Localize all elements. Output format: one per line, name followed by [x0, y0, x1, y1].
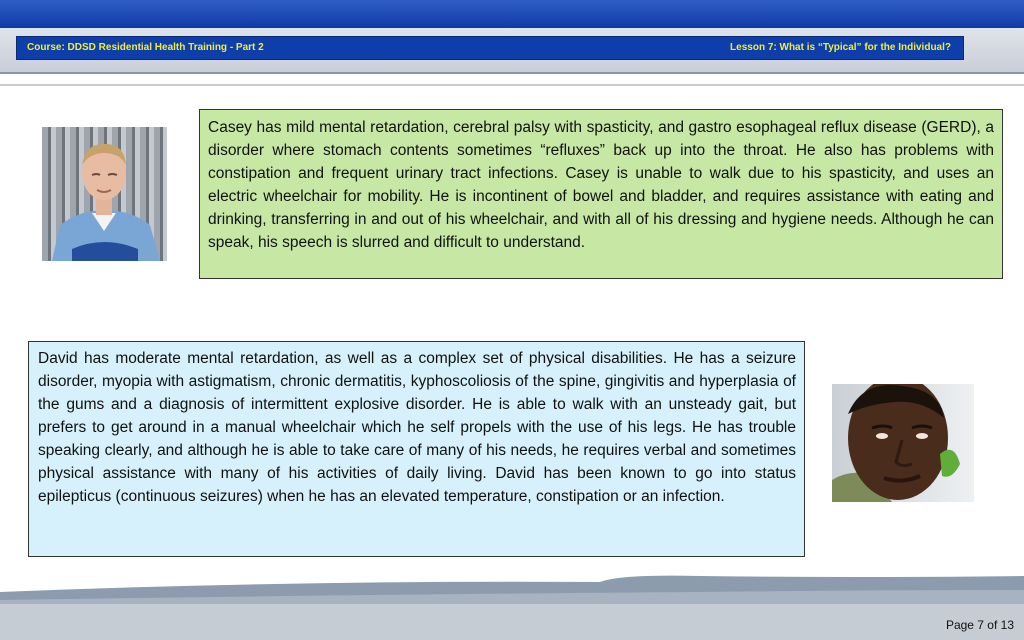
- casey-description: Casey has mild mental retardation, cerebral palsy with spasticity, and gastro esophageal reflux disease (GERD), a disorder where stomach contents sometimes “refluxes” back up into the throat. He also has problems with constipation and frequent urinary tract infections. Casey is unable to walk due to his spasticity, and uses an electric wheelchair for mobility. He is incontinent of bowel and bladder, and requires assistance with eating and drinking, transferring in and out of his wheelchair, and with all of his dressing and hygiene needs. Although he can speak, his speech is slurred and difficult to understand.: [199, 109, 1003, 279]
- david-description: David has moderate mental retardation, as well as a complex set of physical disabilities. He has a seizure disorder, myopia with astigmatism, chronic dermatitis, kyphoscoliosis of the spine, gingivitis and hyperplasia of the gums and a diagnosis of intermittent explosive disorder. He is able to walk with an unsteady gait, but prefers to get around in a manual wheelchair which he self propels with the use of his legs. He has trouble speaking clearly, and although he is able to take care of many of his needs, he requires verbal and sometimes physical assistance with many of his activities of daily living. David has been known to go into status epilepticus (continuous seizures) when he has an elevated temperature, constipation or an infection.: [28, 341, 805, 557]
- course-title: Course: DDSD Residential Health Training - Part 2: [27, 42, 264, 53]
- page-number: Page 7 of 13: [945, 618, 1014, 632]
- divider-line: [0, 84, 1024, 86]
- lesson-title: Lesson 7: What is “Typical” for the Individual?: [730, 42, 951, 53]
- casey-photo: [42, 127, 167, 261]
- footer-band: [0, 604, 1024, 640]
- casey-photo-illustration: [42, 127, 167, 261]
- david-photo-illustration: [832, 384, 974, 502]
- david-photo: [832, 384, 974, 502]
- top-band: [0, 0, 1024, 28]
- footer-wave: [0, 570, 1024, 606]
- header-bar: [16, 36, 964, 60]
